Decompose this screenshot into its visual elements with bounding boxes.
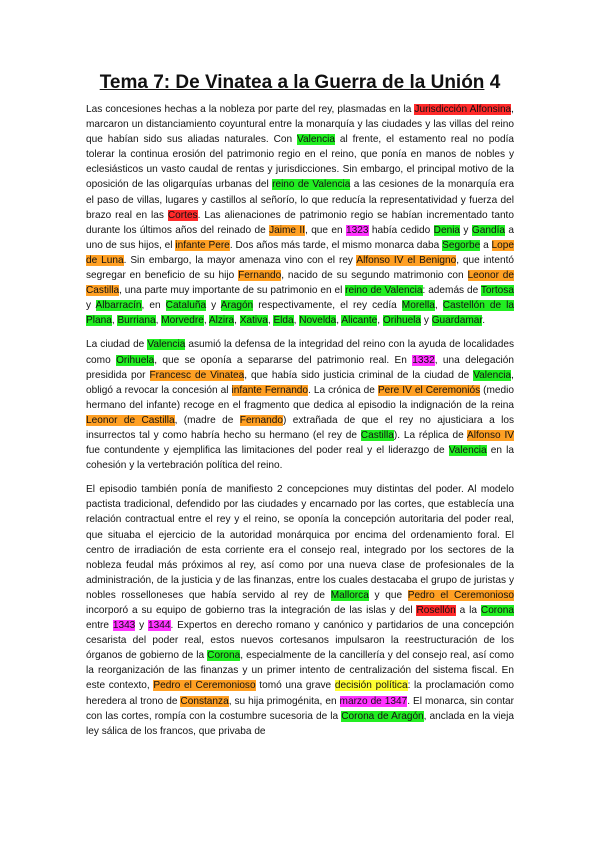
text-run: fue contundente y ejemplifica las limitaciones del poder real y el liderazgo de bbox=[86, 445, 449, 457]
highlighted-term: Leonor de Castilla bbox=[86, 414, 175, 426]
highlighted-term: Orihuela bbox=[116, 354, 155, 366]
highlighted-term: Morella bbox=[401, 300, 435, 312]
highlighted-term: Alicante bbox=[341, 315, 378, 327]
text-run: , una parte muy importante de su patrimonio en el bbox=[119, 285, 346, 297]
highlighted-term: infante Pere bbox=[175, 239, 230, 251]
highlighted-term: Guardamar bbox=[431, 315, 483, 327]
text-run: , especialmente de la cancillería y del consejo real, así como la reorganización de las finanzas y un primer intento de centralización del sistema fiscal. En este contexto, bbox=[86, 650, 514, 692]
highlighted-term: marzo de 1347 bbox=[339, 695, 408, 707]
highlighted-term: Xativa bbox=[239, 315, 268, 327]
text-run: y bbox=[86, 300, 96, 312]
highlighted-term: 1323 bbox=[346, 224, 369, 236]
highlighted-term: reino de Valencia bbox=[272, 179, 351, 191]
text-run: , obligó a revocar la concesión al bbox=[86, 369, 514, 396]
highlighted-term: Corona bbox=[207, 650, 241, 662]
highlighted-term: Valencia bbox=[473, 369, 512, 381]
paragraph-3 bbox=[86, 482, 514, 739]
text-run: , marcaron un distanciamiento coyuntural entre la monarquía y las ciudades y las villas del reino que habían sido sus aliadas naturales. Con bbox=[86, 104, 514, 146]
highlighted-term: Morvedre bbox=[161, 315, 204, 327]
text-run: , su hija primogénita, en bbox=[228, 695, 340, 707]
title-main: Tema 7: De Vinatea a la Guerra de la Unión bbox=[99, 72, 485, 93]
text-run: , bbox=[155, 315, 162, 327]
highlighted-term: Gandía bbox=[471, 224, 505, 236]
title-page-number: 4 bbox=[484, 72, 501, 93]
text-run: en la cohesión y la vertebración política del reino. bbox=[86, 445, 514, 472]
highlighted-term: 1344 bbox=[148, 620, 171, 632]
text-run: . El monarca, sin contar con las cortes, rompía con la costumbre sucesoria de la bbox=[86, 695, 514, 722]
text-run: , en bbox=[141, 300, 166, 312]
text-run: , bbox=[434, 300, 443, 312]
paragraph-1 bbox=[86, 102, 514, 328]
text-run: , bbox=[111, 315, 118, 327]
highlighted-term: Leonor de Castilla bbox=[86, 270, 514, 297]
text-run: , (madre de bbox=[174, 414, 240, 426]
highlighted-term: Cataluña bbox=[165, 300, 207, 312]
highlighted-term: infante Fernando bbox=[231, 384, 309, 396]
highlighted-term: 1332 bbox=[412, 354, 435, 366]
text-run: y bbox=[135, 620, 149, 632]
highlighted-term: reino de Valencia bbox=[345, 285, 423, 297]
text-run: respectivamente, el rey cedía bbox=[253, 300, 402, 312]
text-run: , bbox=[203, 315, 209, 327]
text-run: , que en bbox=[305, 224, 347, 236]
text-run: Las concesiones hechas a la nobleza por parte del rey, plasmadas en la bbox=[86, 104, 415, 115]
highlighted-term: Constanza bbox=[180, 695, 229, 707]
highlighted-term: Elda bbox=[273, 315, 294, 327]
text-run: La ciudad de bbox=[86, 339, 148, 351]
text-run: ) extrañada de que el rey no ajusticiara a los insurrectos tal y como habría hecho su hermano (el rey de bbox=[86, 414, 514, 441]
text-run: , que había sido justicia criminal de la ciudad de bbox=[244, 369, 474, 381]
text-run: , anclada en la vieja ley sálica de los francos, que privaba de bbox=[86, 710, 514, 737]
highlighted-term: Orihuela bbox=[382, 315, 422, 327]
highlighted-term: Pere IV el Ceremoniós bbox=[377, 384, 481, 396]
paragraph-2 bbox=[86, 337, 514, 473]
text-run: : la proclamación como heredera al trono de bbox=[86, 680, 514, 707]
text-run: , una delegación presidida por bbox=[86, 354, 514, 381]
document-body bbox=[86, 102, 514, 748]
highlighted-term: Fernando bbox=[239, 414, 283, 426]
text-run: , bbox=[377, 315, 383, 327]
text-run: . Las alienaciones de patrimonio regio se habían incrementado tanto durante los últimos años del reinado de bbox=[86, 209, 514, 236]
highlighted-term: Corona bbox=[480, 605, 515, 616]
text-run: y bbox=[421, 315, 432, 327]
page-title bbox=[0, 72, 600, 94]
highlighted-term: Aragón bbox=[220, 300, 254, 312]
text-run: ). La réplica de bbox=[393, 429, 467, 441]
highlighted-term: Jurisdicción Alfonsina bbox=[414, 104, 512, 115]
highlighted-term: decisión política bbox=[334, 680, 408, 692]
text-run: . La crónica de bbox=[308, 384, 378, 396]
highlighted-term: Francesc de Vinatea bbox=[149, 369, 245, 381]
text-run: (medio hermano del infante) recoge en el fragmento que dedica al episodio la indignación de la reina bbox=[86, 384, 515, 411]
text-run: . Expertos en derecho romano y canónico y partidarios de una concepción cesarista del poder real, estos nuevos cortesanos impulsaron la reestructuración de los órganos de gobierno de la bbox=[86, 620, 514, 662]
highlighted-term: Denia bbox=[433, 224, 461, 236]
text-run: , que intentó segregar en beneficio de su hijo bbox=[86, 254, 514, 282]
highlighted-term: Rosellón bbox=[416, 605, 456, 616]
highlighted-term: Corona de Aragón bbox=[341, 710, 424, 722]
highlighted-term: Fernando bbox=[238, 270, 282, 282]
text-run: y bbox=[206, 300, 221, 312]
highlighted-term: Castilla bbox=[360, 429, 394, 441]
highlighted-term: 1343 bbox=[112, 620, 136, 632]
text-run: , bbox=[234, 315, 240, 327]
text-run: a uno de sus hijos, el bbox=[86, 224, 515, 251]
highlighted-term: Alfonso IV el Benigno bbox=[356, 254, 457, 266]
highlighted-term: Mallorca bbox=[330, 589, 369, 601]
highlighted-term: Valencia bbox=[448, 445, 487, 457]
highlighted-term: Segorbe bbox=[442, 239, 481, 251]
highlighted-term: Lope de Luna bbox=[86, 239, 515, 266]
highlighted-term: Castellón de la Plana bbox=[86, 300, 514, 327]
text-run: , bbox=[267, 315, 274, 327]
highlighted-term: Cortes bbox=[167, 209, 198, 221]
text-run: tomó una grave bbox=[255, 680, 335, 692]
highlighted-term: Alzira bbox=[208, 315, 235, 327]
text-run: y bbox=[460, 224, 472, 236]
text-run: , nacido de su segundo matrimonio con bbox=[281, 270, 468, 282]
highlighted-term: Jaime II bbox=[269, 224, 305, 236]
text-run: a la bbox=[455, 605, 481, 616]
highlighted-term: Burriana bbox=[117, 315, 156, 327]
highlighted-term: Valencia bbox=[297, 134, 335, 146]
highlighted-term: Albarracín bbox=[95, 300, 142, 312]
text-run: a bbox=[480, 239, 492, 251]
highlighted-term: Tortosa bbox=[480, 285, 514, 297]
text-run: había cedido bbox=[368, 224, 434, 236]
text-run: y que bbox=[368, 589, 408, 601]
highlighted-term: Pedro el Ceremonioso bbox=[407, 589, 514, 601]
text-run: El episodio también ponía de manifiesto 2 concepciones muy distintas del poder. Al modelo pactista tradicional, defendido por las ciudades y encarnado por las cortes, que establecía una relación contractual entre el rey y el reino, se oponía la concepción autoritaria del poder real, que situaba el ejercicio de la autoridad monárquica por encima del ordenamiento foral. El centro de irradiación de esta corriente era el consejo real, integrado por los sectores de la nobleza feudal más próximos al rey, así como por una nueva clase de profesionales de la administración, de la justicia y de las finanzas, entre los cuales destacaba el grupo de juristas y nobles rosselloneses que había servido al rey de bbox=[86, 484, 514, 601]
text-run: entre bbox=[86, 620, 113, 632]
text-run: . bbox=[482, 315, 486, 327]
highlighted-term: Novelda bbox=[299, 315, 337, 327]
highlighted-term: Pedro el Ceremonioso bbox=[153, 680, 256, 692]
text-run: asumió la defensa de la integridad del reino con la ayuda de localidades como bbox=[86, 339, 514, 366]
text-run: , bbox=[293, 315, 300, 327]
text-run: . Dos años más tarde, el mismo monarca daba bbox=[229, 239, 443, 251]
text-run: al frente, el estamento real no podía tolerar la continua erosión del patrimonio regio en el reino, que ponía en manos de nobles y eclesiásticos un vasto caudal de rentas y jurisdicciones. Sin embargo, el principal motivo de la oposición de las oligarquías urbanas del bbox=[86, 134, 514, 191]
highlighted-term: Valencia bbox=[147, 339, 186, 351]
text-run: : además de bbox=[422, 285, 481, 297]
text-run: , bbox=[336, 315, 342, 327]
text-run: , que se oponía a separarse del patrimonio real. En bbox=[154, 354, 413, 366]
text-run: a las cesiones de la monarquía era el paso de villas, lugares y castillos al señorío, lo que reducía la representatividad y fuerza del brazo real en las bbox=[86, 179, 514, 221]
text-run: incorporó a su equipo de gobierno tras la integración de las islas y del bbox=[86, 605, 417, 616]
highlighted-term: Alfonso IV bbox=[466, 429, 514, 441]
text-run: . Sin embargo, la mayor amenaza vino con el rey bbox=[123, 254, 357, 266]
